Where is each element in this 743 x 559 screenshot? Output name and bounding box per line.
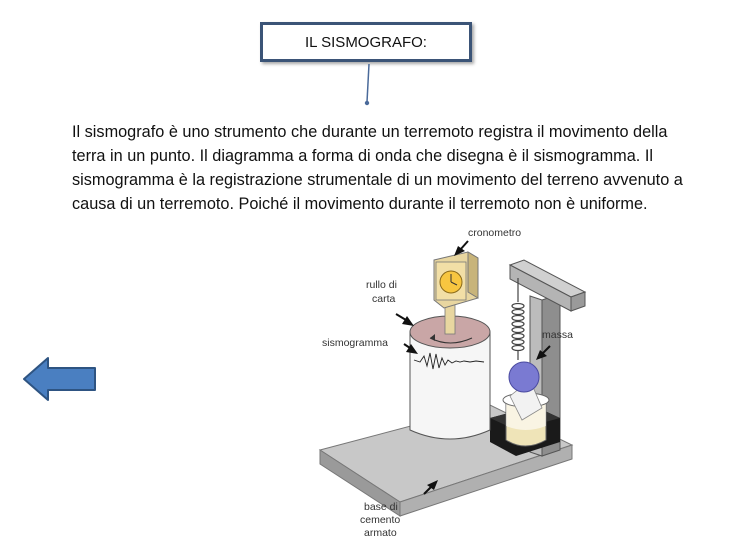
spring <box>512 278 524 360</box>
title-box <box>260 22 472 62</box>
label-rullo-line1: rullo di <box>366 279 397 291</box>
page-title: IL SISMOGRAFO: <box>305 33 427 51</box>
connector-line <box>350 62 390 112</box>
back-arrow-button[interactable] <box>22 356 98 402</box>
label-cronometro: cronometro <box>468 227 522 239</box>
label-base-line3: armato <box>364 527 397 539</box>
left-arrow-icon <box>24 358 95 400</box>
mass-ball <box>509 362 539 392</box>
label-sismogramma: sismogramma <box>322 337 388 349</box>
paper-drum <box>410 316 490 439</box>
label-base-line2: cemento <box>360 514 401 526</box>
seismograph-diagram <box>310 220 600 559</box>
label-rullo-line2: carta <box>372 293 396 305</box>
description-paragraph: Il sismografo è uno strumento che durante un terremoto registra il movimento della terra in un punto. Il diagramma a forma di onda che disegna è il sismogramma. Il sismogramma è la registrazione strumentale di un movimento del terreno avvenuto a causa di un terremoto. Poiché il movimento durante il terremoto non è uniforme. <box>72 123 683 213</box>
label-massa: massa <box>542 329 573 341</box>
label-base-line1: base di <box>364 501 398 513</box>
